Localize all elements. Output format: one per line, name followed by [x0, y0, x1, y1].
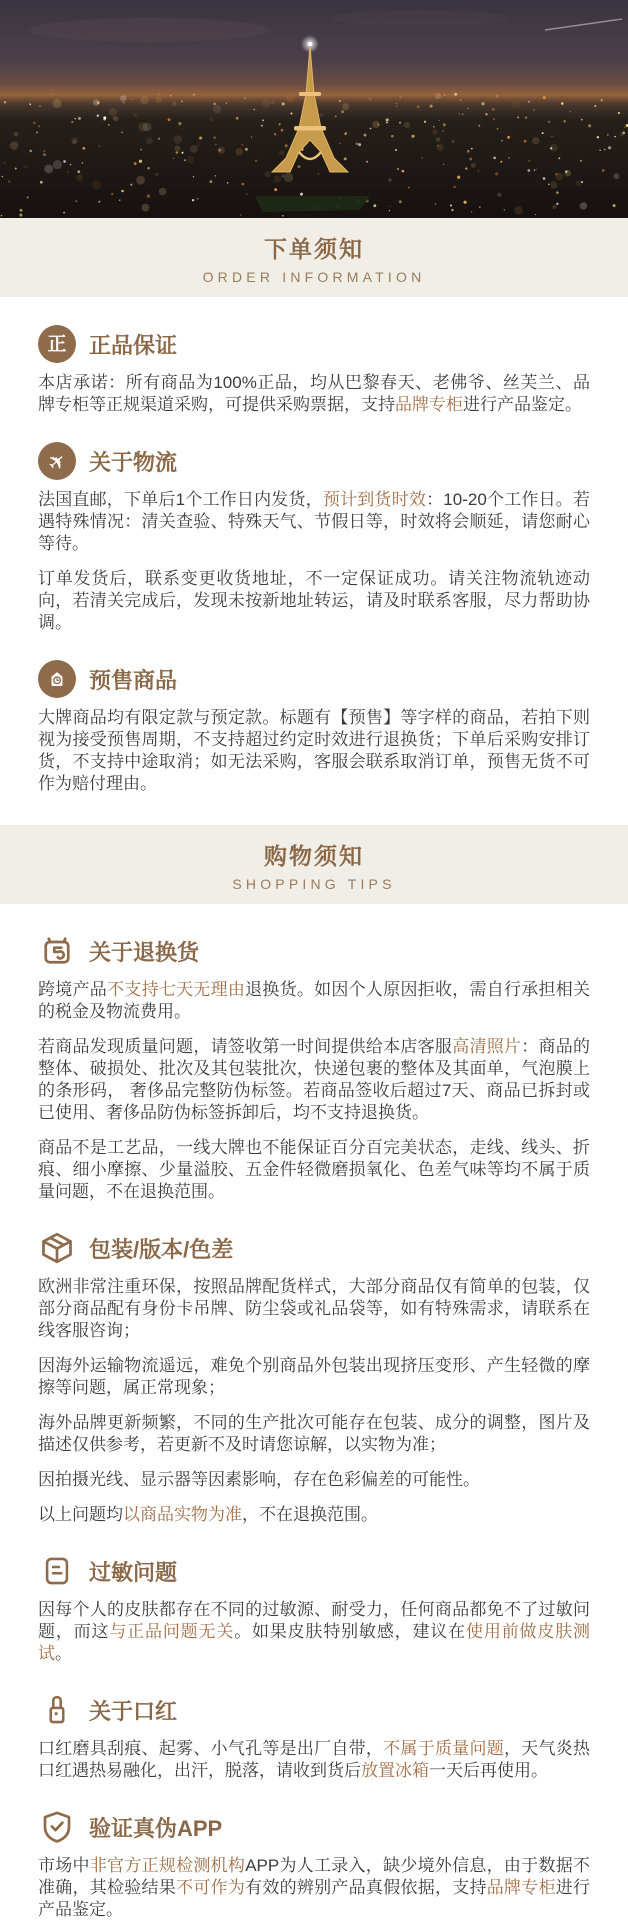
- section-body: [38, 1738, 590, 1782]
- paragraph: [38, 1738, 590, 1782]
- body-text: 若商品发现质量问题，请签收第一时间提供给本店客服: [38, 1037, 453, 1056]
- body-text: 。如果皮肤特别敏感，建议在: [234, 1622, 467, 1641]
- highlighted-text: 非官方正规检测机构: [89, 1856, 246, 1875]
- body-text: 海外品牌更新频繁，不同的生产批次可能存在包装、成分的调整，图片及描述仅供参考，若更新不及时请您谅解，以实物为准；: [38, 1413, 590, 1454]
- note-list-icon: [38, 1552, 76, 1590]
- shield-check-icon: [38, 1808, 76, 1846]
- order-information-content: [0, 297, 628, 795]
- highlighted-text: 不可作为: [176, 1878, 246, 1897]
- highlighted-text: 预计到货时效: [322, 490, 427, 509]
- section-packaging: [38, 1229, 590, 1267]
- highlighted-text: 放置冰箱: [361, 1761, 429, 1780]
- section-returns: [38, 932, 590, 970]
- body-text: 进行产品鉴定。: [38, 1878, 591, 1919]
- body-text: 退换货。如因个人原因拒收，需自行承担相关的税金及物流费用。: [38, 980, 591, 1021]
- tower-lower-deck: [294, 126, 326, 131]
- return-box-icon: [38, 932, 76, 970]
- section-allergy: [38, 1552, 590, 1590]
- highlighted-text: 不支持七天无理由: [107, 980, 246, 999]
- section-title: 过敏问题: [89, 1559, 178, 1585]
- paragraph: [38, 1412, 590, 1456]
- paragraph: [38, 1036, 590, 1124]
- paragraph: [38, 1137, 590, 1203]
- presale-tag-clock-icon: [38, 660, 76, 698]
- body-text: 商品不是工艺品，一线大牌也不能保证百分百完美状态，走线、线头、折痕、细小摩擦、少量溢胶、五金件轻微磨损氧化、色差气味等均不属于质量问题，不在退换范围。: [38, 1138, 590, 1201]
- section-title: 关于退换货: [89, 939, 200, 965]
- body-text: 。: [55, 1644, 72, 1663]
- shopping-tips-content: [0, 904, 628, 1921]
- body-text: ：商品的整体、破损处、批次及其包装批次，快递包裹的整体及其面单，气泡膜上的条形码， 奢侈品完整防伪标签。若商品签收后超过7天、商品已拆封或已使用、奢侈品防伪标签拆卸后，均不支持退换货。: [38, 1037, 591, 1122]
- banner-title: 下单须知: [264, 236, 364, 262]
- body-text: 因每个人的皮肤都存在不同的过敏源、耐受力，任何商品都免不了过敏问题，而这: [38, 1600, 590, 1641]
- body-text: 有效的辨别产品真假依据，支持: [245, 1878, 487, 1897]
- highlighted-text: 品牌专柜: [395, 395, 463, 414]
- highlighted-text: 高清照片: [452, 1037, 522, 1056]
- section-title: 验证真伪APP: [89, 1815, 223, 1841]
- body-text: APP为人工录入，缺少境外信息，由于数据不准确，其检验结果: [38, 1856, 590, 1897]
- body-text: 大牌商品均有限定款与预定款。标题有【预售】等字样的商品，若拍下则视为接受预售周期，不支持超过约定时效进行退换货；下单后采购安排订货，不支持中途取消；如无法采购，客服会联系取消订单，预售无货不可作为赔付理由。: [38, 708, 590, 793]
- airplane-icon: ✈: [38, 442, 76, 480]
- body-text: 订单发货后，联系变更收货地址，不一定保证成功。请关注物流轨迹动向，若清关完成后，发现未按新地址转运，请及时联系客服，尽力帮助协调。: [38, 569, 590, 632]
- banner-subtitle: ORDER INFORMATION: [202, 269, 426, 285]
- paragraph: [38, 568, 590, 634]
- hero-image-paris-night: [0, 0, 628, 218]
- section-body: [38, 1599, 590, 1665]
- paragraph: [38, 1599, 590, 1665]
- section-presale: [38, 660, 590, 698]
- lipstick-icon: [38, 1691, 76, 1729]
- body-text: 一天后再使用。: [429, 1761, 548, 1780]
- body-text: 跨境产品: [38, 980, 108, 999]
- section-body: [38, 372, 590, 416]
- banner-subtitle: SHOPPING TIPS: [232, 876, 396, 892]
- paragraph: [38, 489, 590, 555]
- body-text: 本店承诺：所有商品为100%正品，均从巴黎春天、老佛爷、丝芙兰、品牌专柜等正规渠道采购，可提供采购票据，支持: [38, 373, 590, 414]
- section-authenticity-guarantee: [38, 325, 590, 363]
- paragraph: [38, 1469, 590, 1491]
- paragraph: [38, 372, 590, 416]
- body-text: 因拍摄光线、显示器等因素影响，存在色彩偏差的可能性。: [38, 1470, 480, 1489]
- body-text: 口红磨具刮痕、起雾、小气孔等是出厂自带，: [38, 1739, 384, 1758]
- body-text: 进行产品鉴定。: [463, 395, 582, 414]
- package-box-icon: [38, 1229, 76, 1267]
- paragraph: [38, 979, 590, 1023]
- section-verification-app: [38, 1808, 590, 1846]
- body-text: ，不在退换范围。: [242, 1505, 378, 1524]
- highlighted-text: 以商品实物为准: [123, 1505, 242, 1524]
- section-title: 关于物流: [89, 449, 178, 475]
- section-title: 正品保证: [89, 332, 178, 358]
- paragraph: [38, 1504, 590, 1526]
- highlighted-text: 品牌专柜: [486, 1878, 556, 1897]
- authentic-seal-icon: 正: [38, 325, 76, 363]
- body-text: ，天气炎热口红遇热易融化，出汗，脱落，请收到货后: [38, 1739, 591, 1780]
- paragraph: [38, 707, 590, 795]
- section-body: [38, 707, 590, 795]
- banner-title: 购物须知: [264, 843, 364, 869]
- tower-upper-deck: [299, 92, 321, 96]
- highlighted-text: 不属于质量问题: [383, 1739, 504, 1758]
- section-lipstick: [38, 1691, 590, 1729]
- section-body: [38, 979, 590, 1203]
- cloud: [30, 18, 270, 42]
- body-text: 法国直邮，下单后1个工作日内发货，: [38, 490, 323, 509]
- paragraph: [38, 1276, 590, 1342]
- body-text: 因海外运输物流遥远，难免个别商品外包装出现挤压变形、产生轻微的摩擦等问题，属正常现象；: [38, 1356, 590, 1397]
- cloud: [330, 10, 510, 26]
- paragraph: [38, 1355, 590, 1399]
- section-title: 包装/版本/色差: [89, 1236, 234, 1262]
- highlighted-text: 与正品问题无关: [109, 1622, 235, 1641]
- body-text: 市场中: [38, 1856, 90, 1875]
- section-title: 预售商品: [89, 667, 178, 693]
- body-text: 欧洲非常注重环保，按照品牌配货样式，大部分商品仅有简单的包装，仅部分商品配有身份卡吊牌、防尘袋或礼品袋等，如有特殊需求，请联系在线客服咨询；: [38, 1277, 590, 1340]
- shopping-tips-banner: [0, 825, 628, 904]
- body-text: ：10-20个工作日。若遇特殊情况：清关查验、特殊天气、节假日等，时效将会顺延，请您耐心等待。: [38, 490, 590, 553]
- order-information-banner: [0, 218, 628, 297]
- section-body: [38, 1855, 590, 1921]
- body-text: 以上问题均: [38, 1505, 123, 1524]
- section-body: [38, 489, 590, 634]
- section-body: [38, 1276, 590, 1526]
- paragraph: [38, 1855, 590, 1921]
- section-title: 关于口红: [89, 1698, 178, 1724]
- beacon-light: [308, 42, 313, 47]
- highlighted-text: 使用前做皮肤测试: [38, 1622, 591, 1663]
- section-shipping: [38, 442, 590, 480]
- champ-de-mars-lawn: [255, 196, 370, 212]
